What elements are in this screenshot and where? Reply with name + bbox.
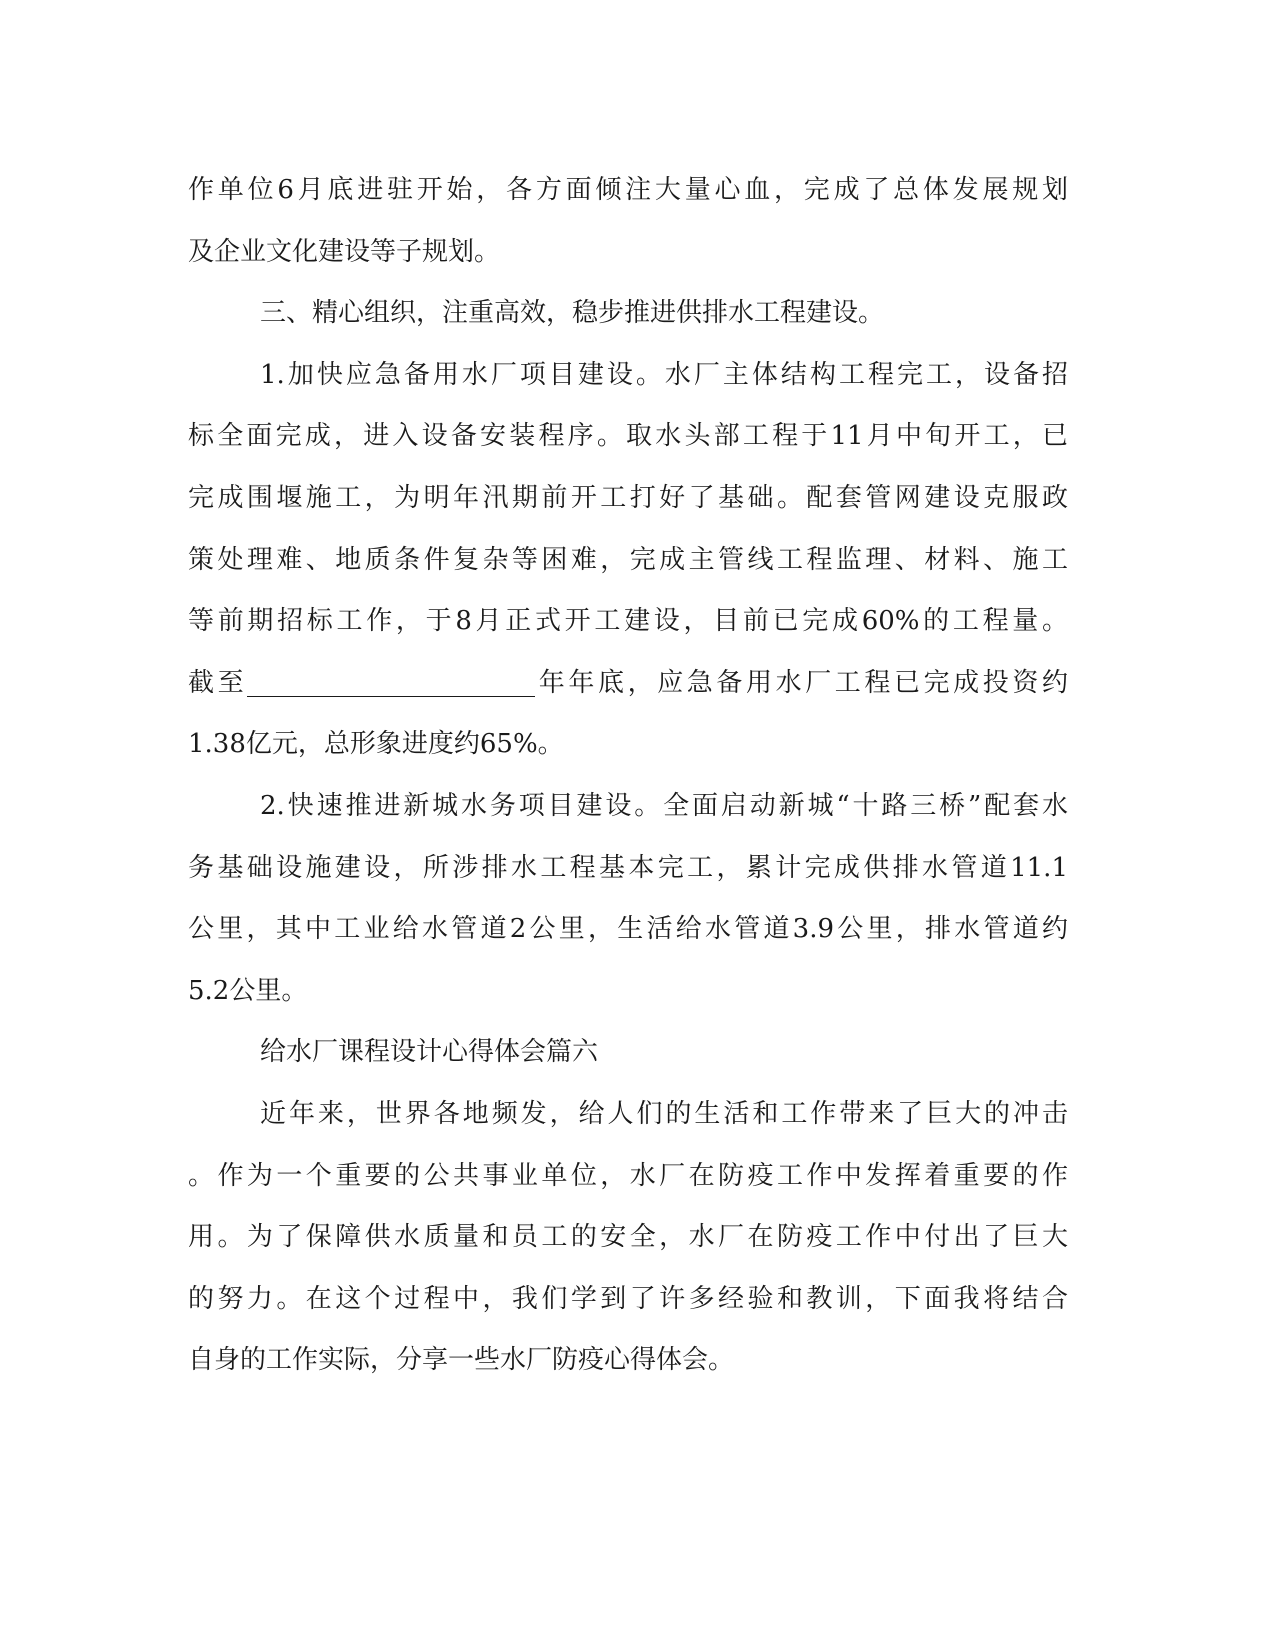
line-end-text: 年年底，应急备用水厂工程已完成投资约: [535, 667, 1068, 698]
text-line: 策处理难、地质条件复杂等困难，完成主管线工程监理、材料、施工: [188, 544, 1068, 575]
text-line: 自身的工作实际，分享一些水厂防疫心得体会。: [188, 1345, 735, 1376]
text-line: 等前期招标工作，于8月正式开工建设，目前已完成60%的工程量。: [188, 606, 1068, 637]
article-title: 给水厂课程设计心得体会篇六: [260, 1037, 599, 1068]
section-heading: 三、精心组织，注重高效，稳步推进供排水工程建设。: [260, 298, 885, 329]
fill-in-blank: [247, 695, 535, 697]
text-line: 2.快速推进新城水务项目建设。全面启动新城“十路三桥”配套水: [260, 790, 1068, 821]
text-line: 及企业文化建设等子规划。: [188, 236, 501, 267]
text-line: 务基础设施建设，所涉排水工程基本完工，累计完成供排水管道11.1: [188, 852, 1068, 883]
text-line: 标全面完成，进入设备安装程序。取水头部工程于11月中旬开工，已: [188, 421, 1068, 452]
text-line: 1.加快应急备用水厂项目建设。水厂主体结构工程完工，设备招: [260, 359, 1068, 390]
text-line: 用。为了保障供水质量和员工的安全，水厂在防疫工作中付出了巨大: [188, 1222, 1068, 1253]
text-line: 5.2公里。: [188, 975, 308, 1006]
text-line: 近年来，世界各地频发，给人们的生活和工作带来了巨大的冲击: [260, 1098, 1068, 1129]
text-line-with-blank: [188, 653, 1068, 715]
text-line: 1.38亿元，总形象进度约65%。: [188, 729, 564, 760]
line-start-text: 截至: [188, 667, 248, 698]
text-line: 公里，其中工业给水管道2公里，生活给水管道3.9公里，排水管道约: [188, 914, 1068, 945]
text-line: 完成围堰施工，为明年汛期前开工打好了基础。配套管网建设克服政: [188, 482, 1068, 513]
text-line: 作单位6月底进驻开始，各方面倾注大量心血，完成了总体发展规划: [188, 175, 1068, 205]
text-line: 。作为一个重要的公共事业单位，水厂在防疫工作中发挥着重要的作: [188, 1160, 1068, 1191]
text-line: 的努力。在这个过程中，我们学到了许多经验和教训，下面我将结合: [188, 1283, 1068, 1314]
document-body: [188, 160, 1068, 1392]
